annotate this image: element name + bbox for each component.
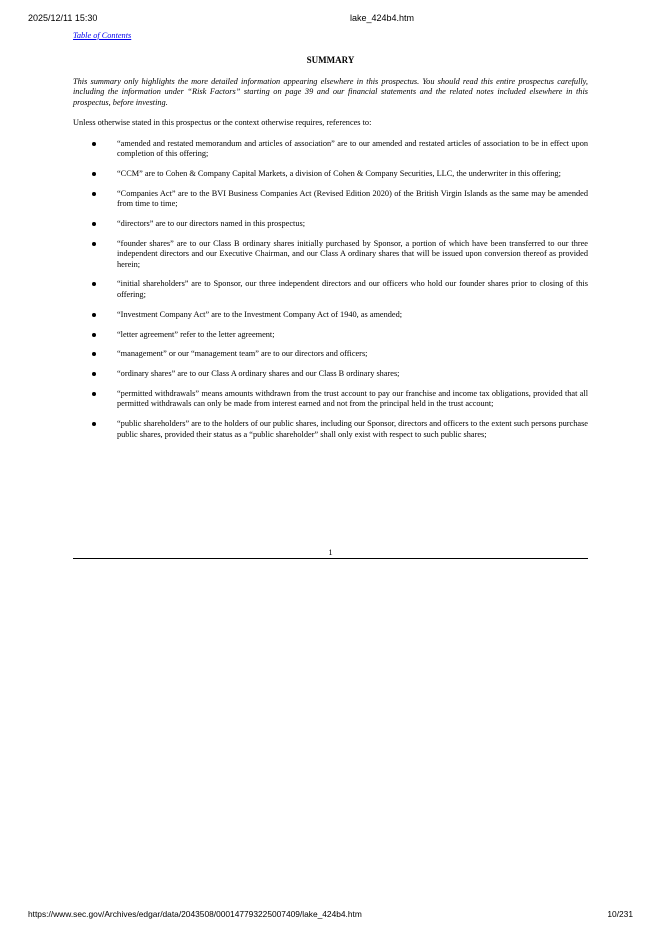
bullet-icon: [92, 422, 96, 426]
list-item: [73, 189, 588, 210]
print-header: [0, 13, 662, 27]
list-item: [73, 239, 588, 271]
list-item: [73, 349, 588, 360]
list-item: [73, 169, 588, 180]
bullet-icon: [92, 192, 96, 196]
definition-text: “initial shareholders” are to Sponsor, our three independent directors and our officers who hold our founder shares prior to closing of this offering;: [117, 279, 588, 299]
definition-text: “CCM” are to Cohen & Company Capital Markets, a division of Cohen & Company Securities, LLC, the underwriter in this offering;: [117, 168, 561, 178]
bullet-icon: [92, 242, 96, 246]
bullet-icon: [92, 282, 96, 286]
definition-text: “public shareholders” are to the holders of our public shares, including our Sponsor, directors and officers to the extent such persons purchase public shares, provided their status as a “public shareholder” shall only exist with respect to such public shares;: [117, 419, 588, 439]
definition-text: “Companies Act” are to the BVI Business Companies Act (Revised Edition 2020) of the British Virgin Islands as the same may be amended from time to time;: [117, 188, 588, 209]
bullet-icon: [92, 333, 96, 337]
definition-text: “letter agreement” refer to the letter agreement;: [117, 329, 275, 339]
page-title: SUMMARY: [306, 54, 355, 65]
list-item: [73, 310, 588, 321]
definition-text: “management” or our “management team” are to our directors and officers;: [117, 349, 368, 359]
bullet-icon: [92, 352, 96, 356]
list-item: [73, 279, 588, 300]
definition-text: “Investment Company Act” are to the Investment Company Act of 1940, as amended;: [117, 309, 403, 319]
bullet-icon: [92, 222, 96, 226]
table-of-contents-link[interactable]: Table of Contents: [73, 31, 132, 40]
page-divider: [73, 558, 588, 559]
bullet-icon: [92, 313, 96, 317]
list-item: [73, 219, 588, 230]
definitions-list: [73, 139, 588, 441]
definition-text: “amended and restated memorandum and articles of association” are to our amended and restated articles of association to be in effect upon completion of this offering;: [117, 138, 588, 158]
list-item: [73, 139, 588, 160]
definition-text: “ordinary shares” are to our Class A ordinary shares and our Class B ordinary shares;: [117, 369, 400, 379]
definition-text: “directors” are to our directors named in this prospectus;: [117, 218, 306, 228]
references-intro: Unless otherwise stated in this prospectus or the context otherwise requires, references to:: [73, 118, 372, 127]
bullet-icon: [92, 392, 96, 396]
list-item: [73, 419, 588, 440]
print-datetime: 2025/12/11 15:30: [28, 13, 98, 23]
page-number: 1: [328, 547, 333, 557]
list-item: [73, 369, 588, 380]
definition-text: “permitted withdrawals” means amounts withdrawn from the trust account to pay our franchise and income tax obligations, provided that all permitted withdrawals can only be made from interest earned and not from the principal held in the trust account;: [117, 388, 588, 409]
bullet-icon: [92, 142, 96, 146]
print-filename: lake_424b4.htm: [350, 13, 415, 23]
bullet-icon: [92, 172, 96, 176]
bullet-icon: [92, 372, 96, 376]
list-item: [73, 389, 588, 410]
document-body: [73, 31, 588, 450]
definition-text: “founder shares” are to our Class B ordinary shares initially purchased by Sponsor, a portion of which have been transferred to our three independent directors and our Executive Chairman, and our Class A ordinary shares that will be issued upon conversion thereof as provided herein;: [117, 238, 588, 269]
list-item: [73, 330, 588, 341]
print-page-count: 10/231: [607, 909, 633, 919]
summary-intro: This summary only highlights the more detailed information appearing elsewhere in this prospectus. You should read this entire prospectus carefully, including the information under “Risk Factors” starting on page 39 and our financial statements and the related notes included elsewhere in this prospectus, before investing.: [73, 76, 588, 107]
print-url: https://www.sec.gov/Archives/edgar/data/2043508/000147793225007409/lake_424b4.htm: [28, 909, 362, 919]
